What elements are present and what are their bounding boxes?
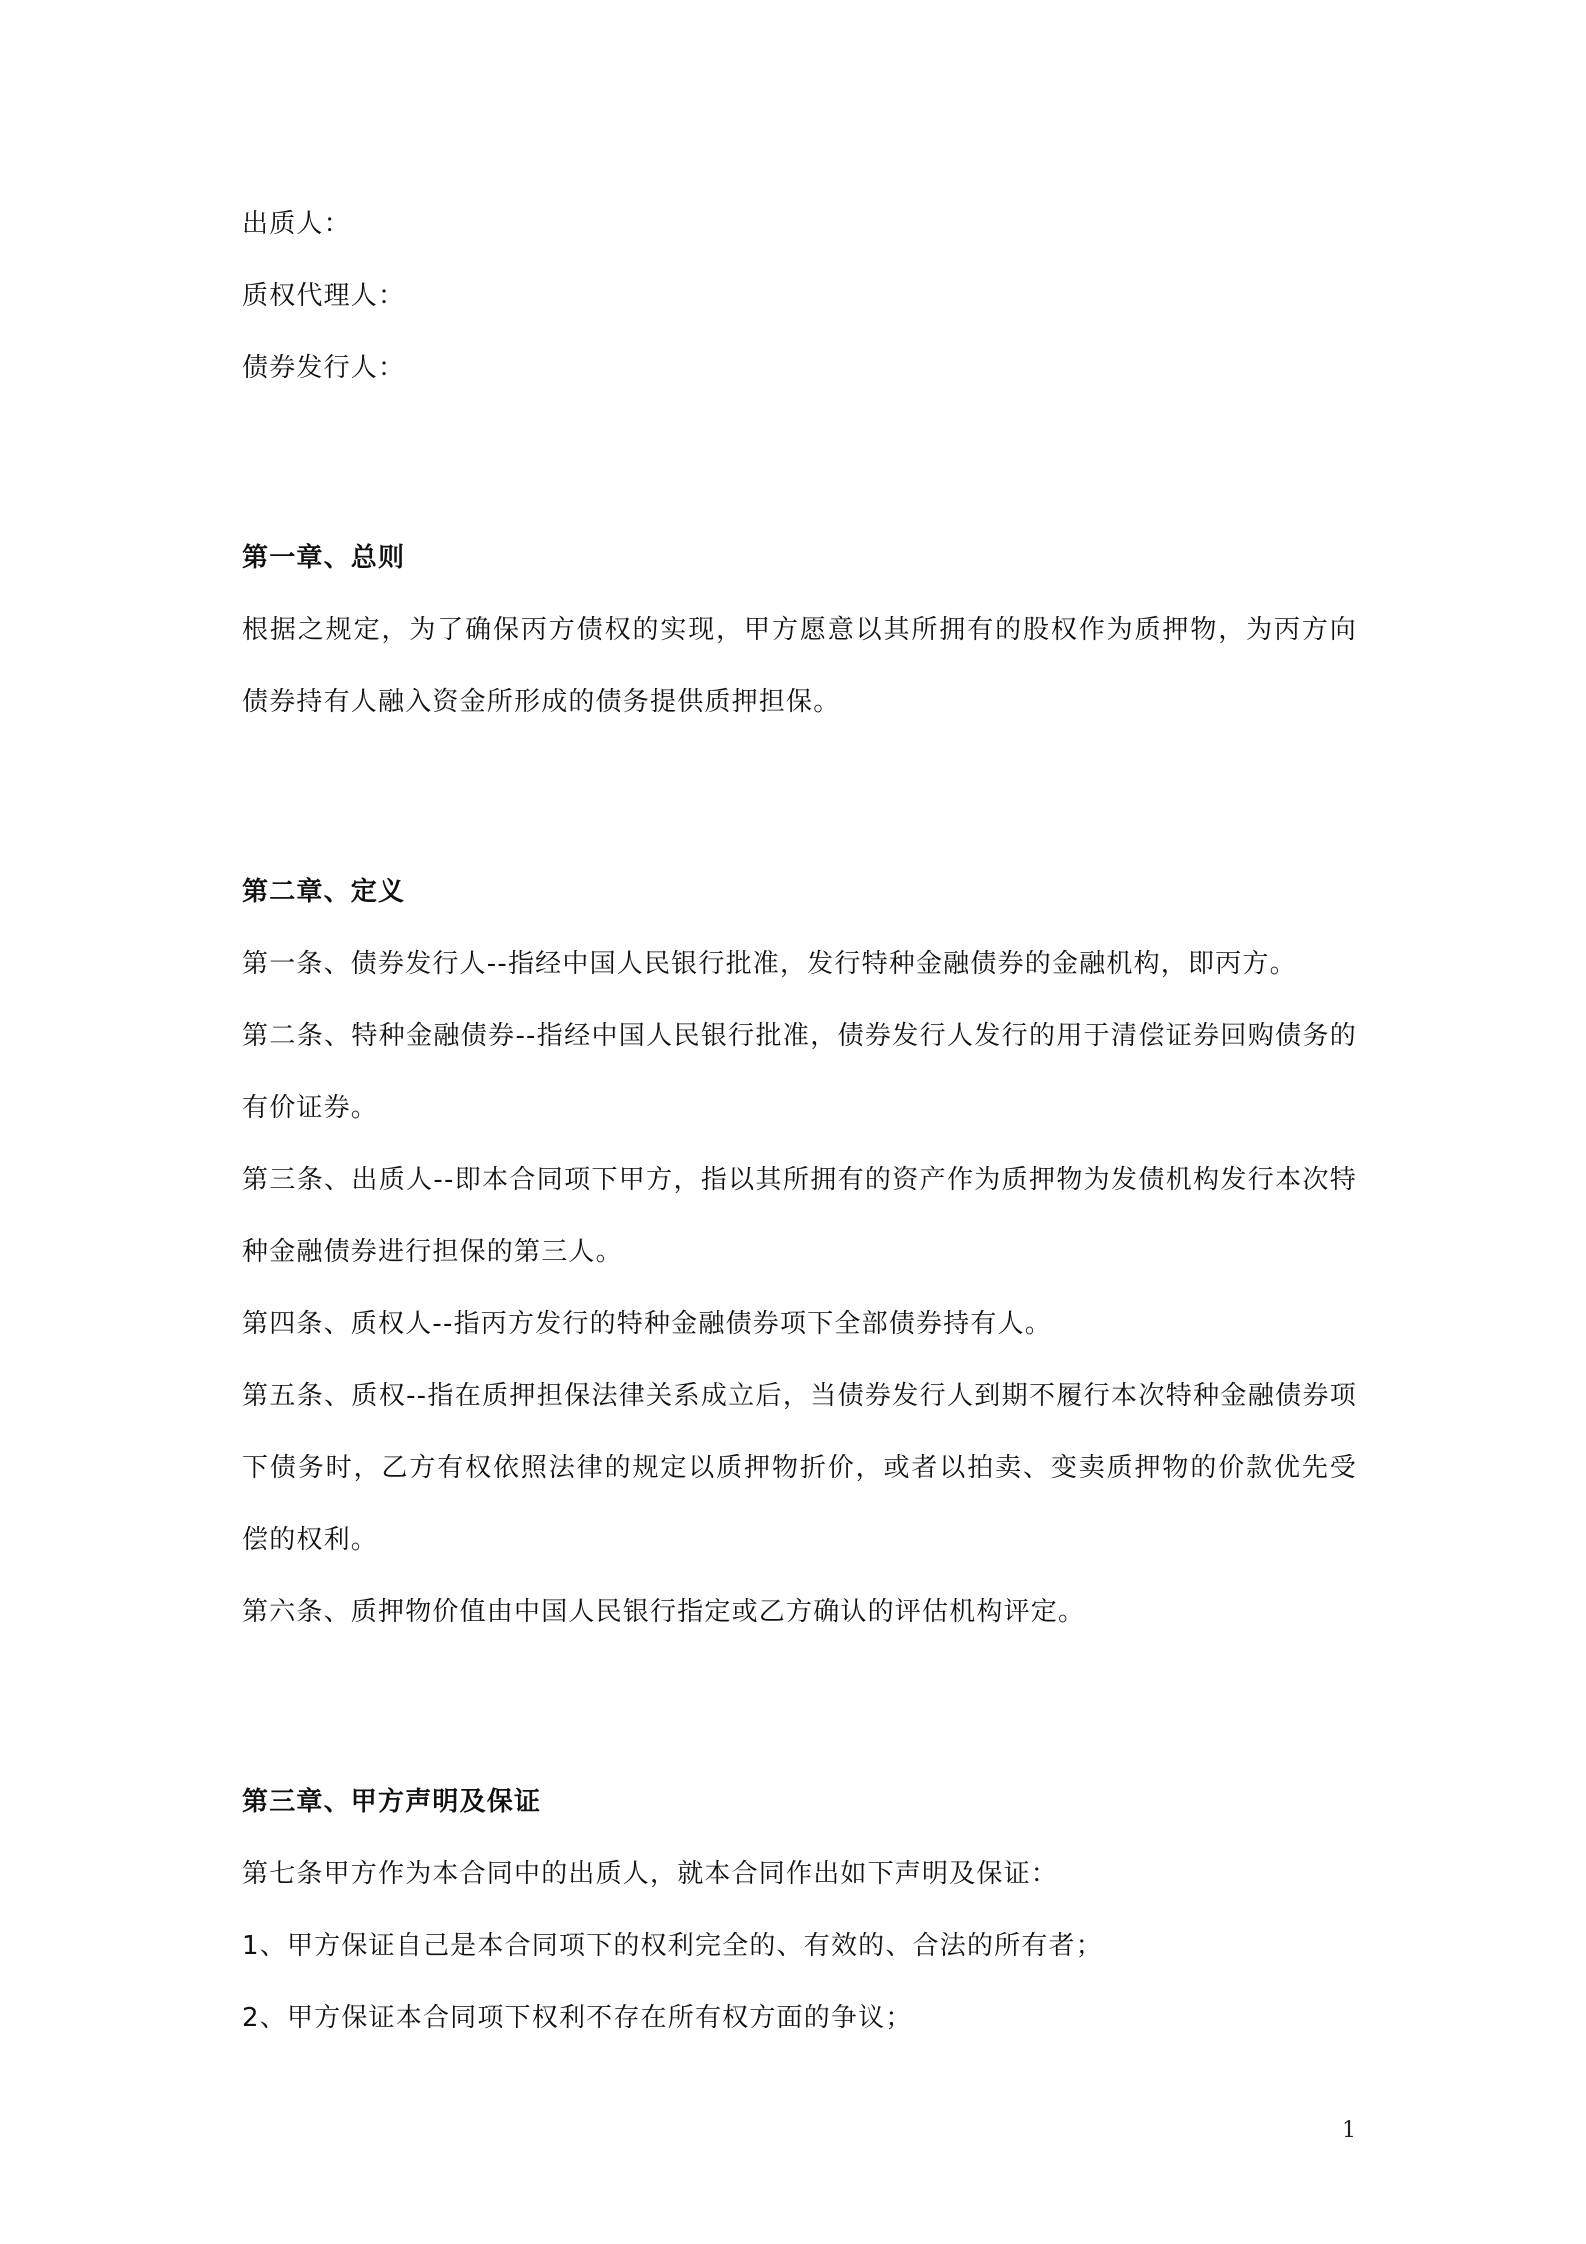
- party-pledgor: 出质人：: [242, 209, 351, 239]
- article-6: 第六条、质押物价值由中国人民银行指定或乙方确认的评估机构评定。: [242, 1597, 1086, 1627]
- warranty-item-2: 2、甲方保证本合同项下权利不存在所有权方面的争议；: [242, 2003, 913, 2033]
- party-bond-issuer: 债券发行人：: [242, 353, 406, 383]
- party-pledge-agent: 质权代理人：: [242, 281, 406, 311]
- article-4: 第四条、质权人--指丙方发行的特种金融债券项下全部债券持有人。: [242, 1309, 1052, 1339]
- article-1: 第一条、债券发行人--指经中国人民银行批准，发行特种金融债券的金融机构，即丙方。: [242, 949, 1297, 979]
- chapter-3-heading: 第三章、甲方声明及保证: [242, 1787, 542, 1817]
- spacer: [242, 738, 1357, 856]
- chapter-1-body: 根据之规定，为了确保丙方债权的实现，甲方愿意以其所拥有的股权作为质押物，为丙方向债券持有人融入资金所形成的债务提供质押担保。: [242, 615, 1357, 717]
- article-3: 第三条、出质人--即本合同项下甲方，指以其所拥有的资产作为质押物为发债机构发行本次特种金融债券进行担保的第三人。: [242, 1165, 1357, 1267]
- chapter-2-heading: 第二章、定义: [242, 877, 406, 907]
- spacer: [242, 1648, 1357, 1766]
- page-number: 1: [1342, 2118, 1356, 2143]
- warranty-item-1: 1、甲方保证自己是本合同项下的权利完全的、有效的、合法的所有者；: [242, 1931, 1103, 1961]
- spacer: [242, 404, 1357, 522]
- chapter-1-heading: 第一章、总则: [242, 543, 406, 573]
- article-5: 第五条、质权--指在质押担保法律关系成立后，当债券发行人到期不履行本次特种金融债券项下债务时，乙方有权依照法律的规定以质押物折价，或者以拍卖、变卖质押物的价款优先受偿的权利。: [242, 1381, 1357, 1555]
- article-2: 第二条、特种金融债券--指经中国人民银行批准，债券发行人发行的用于清偿证券回购债务的有价证券。: [242, 1021, 1357, 1123]
- document-body: [242, 188, 1357, 2054]
- article-7-intro: 第七条甲方作为本合同中的出质人，就本合同作出如下声明及保证：: [242, 1859, 1059, 1889]
